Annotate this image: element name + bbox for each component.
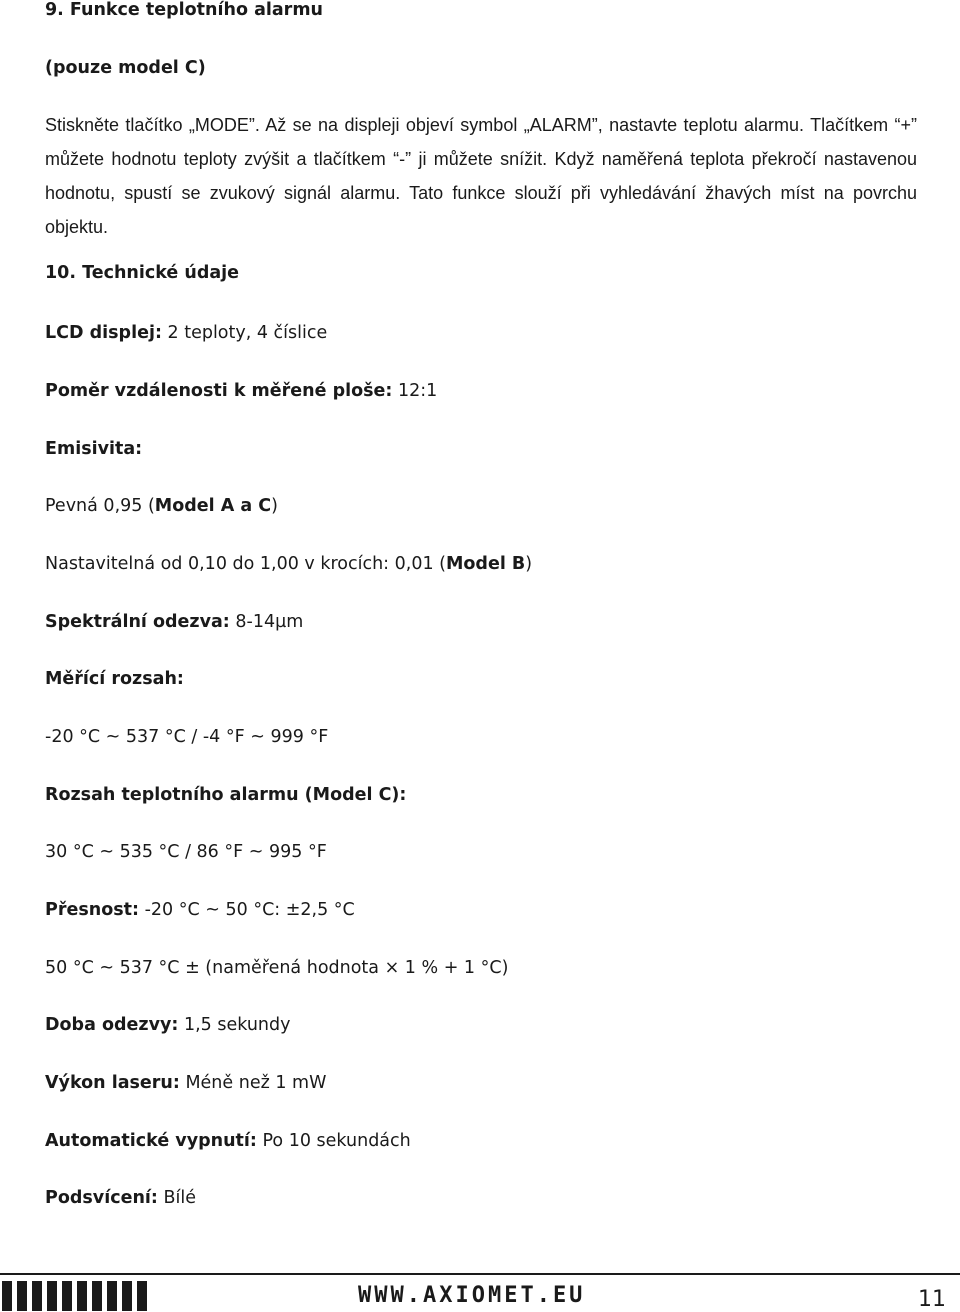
section-9-heading: 9. Funkce teplotního alarmu <box>45 0 324 20</box>
spec-text: Pevná 0,95 ( <box>45 496 155 516</box>
spec-alarm-range-value: 30 °C ~ 535 °C / 86 °F ~ 995 °F <box>45 842 327 862</box>
spec-value: -20 °C ~ 50 °C: ±2,5 °C <box>139 900 355 920</box>
spec-emissivity-label: Emisivita: <box>45 439 143 459</box>
spec-ratio <box>45 381 437 401</box>
spec-auto-off <box>45 1131 411 1151</box>
spec-value: 1,5 sekundy <box>178 1015 291 1035</box>
spec-label: LCD displej: <box>45 323 162 343</box>
spec-text: ) <box>271 496 278 516</box>
footer-url: WWW.AXIOMET.EU <box>358 1283 586 1308</box>
spec-label: Podsvícení: <box>45 1188 158 1208</box>
model-note: (pouze model C) <box>45 58 206 78</box>
spec-label: Poměr vzdálenosti k měřené ploše: <box>45 381 393 401</box>
spec-lcd <box>45 323 327 343</box>
spec-range-label: Měřící rozsah: <box>45 669 184 689</box>
spec-text: Nastavitelná od 0,10 do 1,00 v krocích: 0,01 ( <box>45 554 446 574</box>
page-number: 11 <box>918 1287 946 1312</box>
spec-value: 8-14µm <box>229 612 304 632</box>
alarm-paragraph: Stiskněte tlačítko „MODE”. Až se na displeji objeví symbol „ALARM”, nastavte teplotu alarmu. Tlačítkem “+” můžete hodnotu teploty zvýšit a tlačítkem “-” ji můžete snížit. Když naměřená teplota překročí nastavenou hodnotu, spustí se zvukový signál alarmu. Tato funkce slouží při vyhledávání žhavých míst na povrchu objektu. <box>45 115 917 237</box>
spec-spectral <box>45 612 303 632</box>
spec-label: Automatické vypnutí: <box>45 1131 257 1151</box>
footer-bars-logo <box>2 1281 147 1311</box>
spec-label: Spektrální odezva: <box>45 612 230 632</box>
spec-emissivity-adjustable <box>45 554 532 574</box>
spec-label: Doba odezvy: <box>45 1015 179 1035</box>
spec-value: 12:1 <box>392 381 438 401</box>
spec-range-value: -20 °C ~ 537 °C / -4 °F ~ 999 °F <box>45 727 329 747</box>
spec-text: ) <box>525 554 533 574</box>
spec-label: Výkon laseru: <box>45 1073 180 1093</box>
footer-divider <box>0 1273 960 1275</box>
spec-value: Bílé <box>157 1188 196 1208</box>
spec-model: Model A a C <box>154 496 272 516</box>
section-10-heading: 10. Technické údaje <box>45 263 240 283</box>
spec-label: Přesnost: <box>45 900 140 920</box>
spec-value: Méně než 1 mW <box>179 1073 327 1093</box>
spec-alarm-range-label: Rozsah teplotního alarmu (Model C): <box>45 785 407 805</box>
spec-backlight <box>45 1188 196 1208</box>
spec-response <box>45 1015 291 1035</box>
spec-accuracy <box>45 900 355 920</box>
spec-laser <box>45 1073 326 1093</box>
spec-model: Model B <box>446 554 526 574</box>
spec-value: 2 teploty, 4 číslice <box>161 323 328 343</box>
spec-value: Po 10 sekundách <box>256 1131 411 1151</box>
spec-accuracy-value-2: 50 °C ~ 537 °C ± (naměřená hodnota × 1 % + 1 °C) <box>45 958 509 978</box>
spec-emissivity-fixed <box>45 496 278 516</box>
